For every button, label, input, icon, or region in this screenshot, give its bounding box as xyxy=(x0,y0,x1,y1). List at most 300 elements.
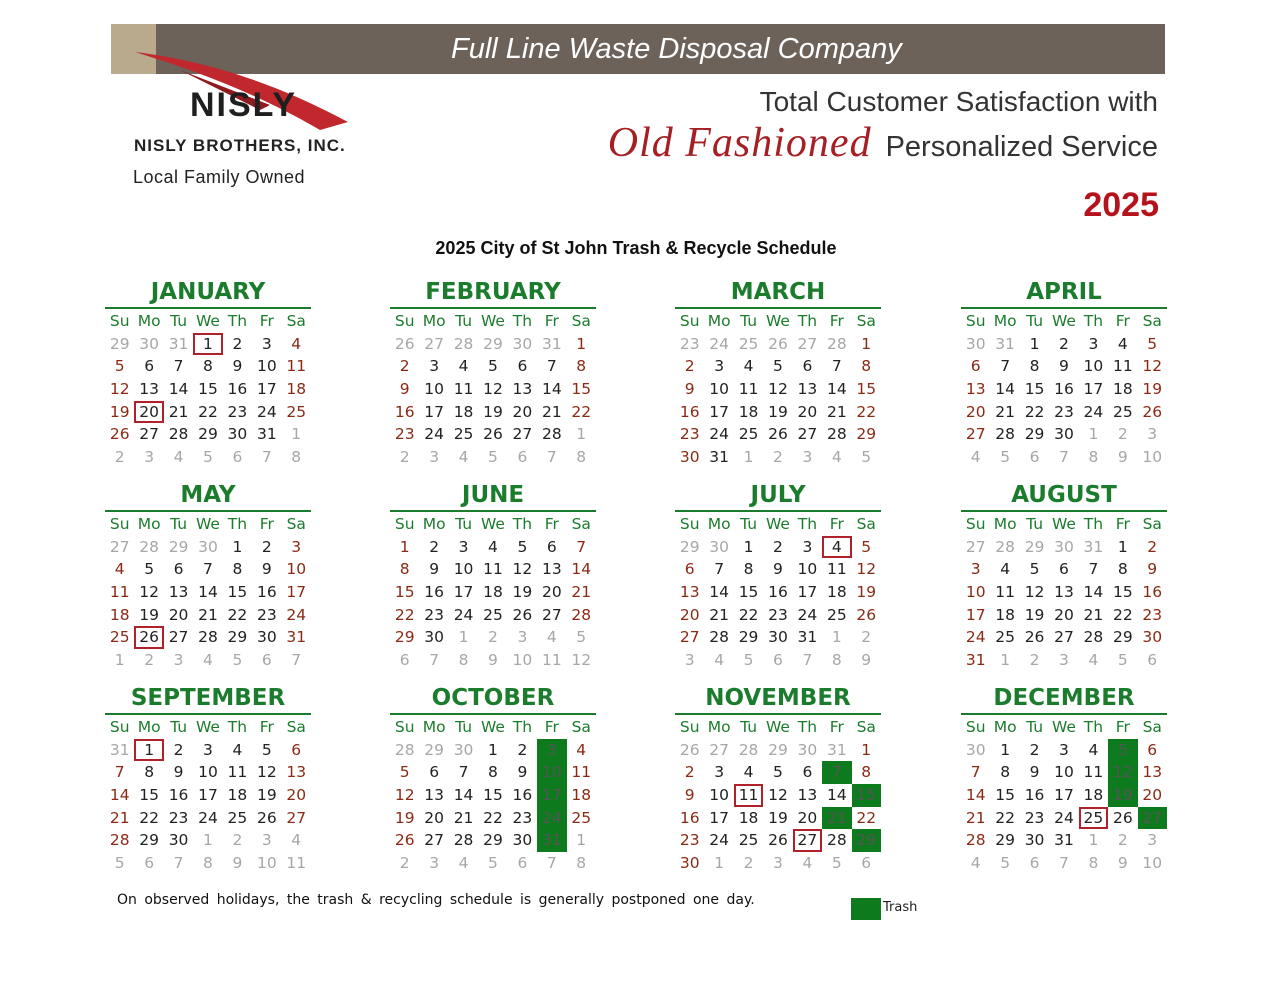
next-month-day: 6 xyxy=(517,854,528,873)
day-cell: 21 xyxy=(541,402,562,421)
day-cell: 21 xyxy=(995,402,1015,421)
day-cell: 20 xyxy=(679,605,700,624)
day-cell: 5 xyxy=(488,357,498,376)
day-cell: 25 xyxy=(227,808,248,827)
day-cell: 14 xyxy=(826,786,847,805)
day-cell: 22 xyxy=(738,605,759,624)
day-cell: 30 xyxy=(424,628,444,647)
next-month-day: 9 xyxy=(488,651,498,670)
next-month-day: 8 xyxy=(576,448,587,467)
next-month-day: 5 xyxy=(576,628,587,647)
day-cell: 28 xyxy=(1083,628,1104,647)
company-logo xyxy=(120,50,380,200)
next-month-day: 11 xyxy=(541,651,562,670)
day-cell: 12 xyxy=(768,786,788,805)
weekday-header: Fr xyxy=(829,312,844,330)
day-cell: 7 xyxy=(203,560,213,579)
day-cell: 21 xyxy=(571,583,592,602)
weekday-header: Fr xyxy=(1115,312,1130,330)
day-cell: 5 xyxy=(261,740,272,759)
day-cell: 22 xyxy=(995,808,1015,827)
day-cell: 8 xyxy=(861,763,872,782)
day-cell: 6 xyxy=(1059,560,1069,579)
day-cell: 2 xyxy=(261,537,272,556)
day-cell: 15 xyxy=(198,380,218,399)
day-cell: 6 xyxy=(802,357,813,376)
next-month-day: 7 xyxy=(546,448,557,467)
month-december xyxy=(961,683,1167,875)
day-cell: 24 xyxy=(709,425,729,444)
day-cell: 25 xyxy=(1112,402,1133,421)
next-month-day: 10 xyxy=(256,854,277,873)
day-cell: 30 xyxy=(1142,628,1163,647)
weekday-header: Mo xyxy=(422,312,446,330)
weekday-header: We xyxy=(480,515,505,533)
day-cell: 8 xyxy=(232,560,243,579)
day-cell: 10 xyxy=(797,560,818,579)
day-cell: 8 xyxy=(861,357,872,376)
trash-day-cell: 10 xyxy=(537,761,566,784)
day-cell: 15 xyxy=(738,583,759,602)
day-cell: 17 xyxy=(256,380,277,399)
day-cell: 20 xyxy=(286,786,307,805)
day-cell: 14 xyxy=(995,380,1015,399)
day-cell: 10 xyxy=(198,763,218,782)
weekday-header: Tu xyxy=(1026,312,1044,330)
next-month-day: 7 xyxy=(802,651,813,670)
prev-month-day: 27 xyxy=(797,334,818,353)
next-month-day: 2 xyxy=(488,628,498,647)
weekday-header: Mo xyxy=(137,312,161,330)
day-cell: 11 xyxy=(286,357,307,376)
day-cell: 24 xyxy=(1054,808,1074,827)
weekday-header: Fr xyxy=(1115,718,1130,736)
day-cell: 22 xyxy=(571,402,592,421)
day-cell: 2 xyxy=(1029,740,1040,759)
day-cell: 13 xyxy=(424,786,444,805)
day-cell: 5 xyxy=(517,537,528,556)
day-cell: 9 xyxy=(173,763,184,782)
next-month-day: 4 xyxy=(802,854,813,873)
prev-month-day: 27 xyxy=(709,740,729,759)
next-month-day: 5 xyxy=(831,854,842,873)
day-cell: 26 xyxy=(1112,808,1133,827)
day-cell: 23 xyxy=(1142,605,1163,624)
next-month-day: 6 xyxy=(773,651,783,670)
day-cell: 28 xyxy=(541,425,562,444)
weekday-header: Th xyxy=(512,718,533,736)
day-cell: 9 xyxy=(1029,763,1040,782)
next-month-day: 6 xyxy=(232,448,243,467)
holiday-day-cell: 26 xyxy=(134,626,163,649)
weekday-header: Mo xyxy=(707,718,731,736)
holiday-day-cell: 20 xyxy=(134,401,163,424)
day-cell: 13 xyxy=(512,380,533,399)
day-cell: 20 xyxy=(1142,786,1163,805)
day-cell: 22 xyxy=(227,605,248,624)
weekday-header: Mo xyxy=(707,312,731,330)
weekday-header: Th xyxy=(797,312,818,330)
prev-month-day: 31 xyxy=(826,740,847,759)
day-cell: 18 xyxy=(453,402,474,421)
day-cell: 9 xyxy=(684,380,695,399)
weekday-header: We xyxy=(1051,515,1076,533)
day-cell: 21 xyxy=(826,402,847,421)
weekday-header: Sa xyxy=(1142,718,1162,736)
day-cell: 7 xyxy=(970,763,981,782)
next-month-day: 3 xyxy=(173,651,184,670)
weekday-header: Su xyxy=(965,312,986,330)
day-cell: 4 xyxy=(488,537,498,556)
weekday-header: Tu xyxy=(740,718,758,736)
day-cell: 25 xyxy=(109,628,130,647)
month-days xyxy=(105,513,311,672)
day-cell: 3 xyxy=(261,334,272,353)
next-month-day: 6 xyxy=(399,651,410,670)
day-cell: 28 xyxy=(571,605,592,624)
trash-day-cell: 19 xyxy=(1108,784,1137,807)
day-cell: 7 xyxy=(576,537,587,556)
day-cell: 14 xyxy=(198,583,218,602)
day-cell: 8 xyxy=(488,763,498,782)
day-cell: 28 xyxy=(109,831,130,850)
day-cell: 11 xyxy=(995,583,1015,602)
day-cell: 2 xyxy=(684,357,695,376)
next-month-day: 8 xyxy=(291,448,302,467)
next-month-day: 3 xyxy=(429,854,440,873)
next-month-day: 6 xyxy=(517,448,528,467)
weekday-header: Sa xyxy=(856,312,876,330)
month-days xyxy=(390,513,596,672)
day-cell: 7 xyxy=(173,357,184,376)
prev-month-day: 28 xyxy=(995,537,1015,556)
next-month-day: 8 xyxy=(458,651,469,670)
day-cell: 15 xyxy=(394,583,415,602)
day-cell: 14 xyxy=(541,380,562,399)
month-february xyxy=(390,277,596,469)
weekday-header: Th xyxy=(1083,515,1104,533)
next-month-day: 9 xyxy=(1117,854,1128,873)
next-month-day: 2 xyxy=(399,448,410,467)
day-cell: 16 xyxy=(679,808,700,827)
weekday-header: We xyxy=(765,515,790,533)
day-cell: 19 xyxy=(256,786,277,805)
month-july xyxy=(675,480,881,672)
next-month-day: 2 xyxy=(114,448,125,467)
next-month-day: 8 xyxy=(831,651,842,670)
month-january xyxy=(105,277,311,469)
day-cell: 6 xyxy=(517,357,528,376)
day-cell: 4 xyxy=(114,560,125,579)
weekday-header: Fr xyxy=(259,718,274,736)
next-month-day: 6 xyxy=(1029,448,1040,467)
day-cell: 28 xyxy=(995,425,1015,444)
day-cell: 26 xyxy=(1142,402,1163,421)
weekday-header: Tu xyxy=(455,515,473,533)
prev-month-day: 31 xyxy=(541,334,562,353)
day-cell: 12 xyxy=(109,380,130,399)
weekday-header: Sa xyxy=(571,515,591,533)
day-cell: 17 xyxy=(424,402,444,421)
logo-wordmark: NISLY xyxy=(190,86,298,124)
day-cell: 23 xyxy=(512,808,533,827)
day-cell: 28 xyxy=(965,831,986,850)
day-cell: 16 xyxy=(394,402,415,421)
day-cell: 4 xyxy=(458,357,469,376)
month-name: JULY xyxy=(675,480,881,512)
legend-trash-swatch xyxy=(851,898,881,920)
weekday-header: Su xyxy=(394,718,415,736)
next-month-day: 2 xyxy=(861,628,872,647)
next-month-day: 3 xyxy=(773,854,783,873)
weekday-header: Mo xyxy=(422,718,446,736)
weekday-header: We xyxy=(1051,718,1076,736)
next-month-day: 8 xyxy=(576,854,587,873)
weekday-header: Fr xyxy=(544,312,559,330)
next-month-day: 6 xyxy=(1029,854,1040,873)
trash-day-cell: 29 xyxy=(852,829,881,852)
day-cell: 4 xyxy=(232,740,243,759)
day-cell: 27 xyxy=(679,628,700,647)
day-cell: 10 xyxy=(1083,357,1104,376)
next-month-day: 2 xyxy=(144,651,155,670)
day-cell: 23 xyxy=(1024,808,1045,827)
next-month-day: 9 xyxy=(232,854,243,873)
day-cell: 14 xyxy=(453,786,474,805)
day-cell: 19 xyxy=(768,808,788,827)
day-cell: 29 xyxy=(139,831,159,850)
month-days xyxy=(390,310,596,469)
day-cell: 21 xyxy=(453,808,474,827)
day-cell: 13 xyxy=(168,583,189,602)
day-cell: 18 xyxy=(286,380,307,399)
day-cell: 9 xyxy=(429,560,440,579)
weekday-header: Su xyxy=(109,312,130,330)
day-cell: 3 xyxy=(714,357,725,376)
weekday-header: We xyxy=(195,312,220,330)
next-month-day: 5 xyxy=(114,854,125,873)
day-cell: 8 xyxy=(576,357,587,376)
day-cell: 1 xyxy=(576,334,587,353)
weekday-header: Fr xyxy=(829,515,844,533)
weekday-header: Tu xyxy=(740,515,758,533)
weekday-header: Sa xyxy=(286,312,306,330)
day-cell: 26 xyxy=(483,425,503,444)
day-cell: 19 xyxy=(139,605,159,624)
next-month-day: 1 xyxy=(743,448,754,467)
next-month-day: 1 xyxy=(458,628,469,647)
day-cell: 31 xyxy=(1054,831,1074,850)
next-month-day: 5 xyxy=(203,448,213,467)
day-cell: 18 xyxy=(738,402,759,421)
prev-month-day: 29 xyxy=(483,334,503,353)
day-cell: 9 xyxy=(1147,560,1158,579)
day-cell: 14 xyxy=(965,786,986,805)
next-month-day: 4 xyxy=(458,854,469,873)
day-cell: 3 xyxy=(970,560,981,579)
weekday-header: Tu xyxy=(170,312,188,330)
month-days xyxy=(105,310,311,469)
month-name: OCTOBER xyxy=(390,683,596,715)
prev-month-day: 30 xyxy=(1054,537,1074,556)
next-month-day: 3 xyxy=(429,448,440,467)
day-cell: 26 xyxy=(256,808,277,827)
weekday-header: Sa xyxy=(856,718,876,736)
prev-month-day: 30 xyxy=(797,740,818,759)
day-cell: 7 xyxy=(114,763,125,782)
day-cell: 30 xyxy=(1024,831,1045,850)
day-cell: 30 xyxy=(256,628,277,647)
day-cell: 18 xyxy=(826,583,847,602)
weekday-header: Th xyxy=(1083,718,1104,736)
month-november xyxy=(675,683,881,875)
day-cell: 30 xyxy=(512,831,533,850)
day-cell: 21 xyxy=(198,605,218,624)
next-month-day: 2 xyxy=(773,448,783,467)
next-month-day: 1 xyxy=(576,425,587,444)
weekday-header: Th xyxy=(227,718,248,736)
day-cell: 22 xyxy=(1112,605,1133,624)
day-cell: 3 xyxy=(802,537,813,556)
day-cell: 8 xyxy=(144,763,155,782)
next-month-day: 5 xyxy=(1000,448,1011,467)
month-days xyxy=(390,716,596,875)
day-cell: 10 xyxy=(453,560,474,579)
day-cell: 6 xyxy=(546,537,557,556)
day-cell: 6 xyxy=(429,763,440,782)
day-cell: 29 xyxy=(1112,628,1133,647)
old-fashioned-script: Old Fashioned xyxy=(607,120,872,166)
weekday-header: Su xyxy=(679,515,700,533)
prev-month-day: 26 xyxy=(768,334,788,353)
day-cell: 14 xyxy=(709,583,729,602)
day-cell: 2 xyxy=(1059,334,1069,353)
day-cell: 24 xyxy=(965,628,986,647)
day-cell: 1 xyxy=(1117,537,1128,556)
next-month-day: 4 xyxy=(831,448,842,467)
day-cell: 10 xyxy=(424,380,444,399)
weekday-header: Su xyxy=(394,312,415,330)
day-cell: 23 xyxy=(256,605,277,624)
prev-month-day: 26 xyxy=(394,334,415,353)
weekday-header: Su xyxy=(109,515,130,533)
month-name: DECEMBER xyxy=(961,683,1167,715)
prev-month-day: 27 xyxy=(109,537,130,556)
next-month-day: 10 xyxy=(512,651,533,670)
month-name: MAY xyxy=(105,480,311,512)
day-cell: 17 xyxy=(453,583,474,602)
day-cell: 20 xyxy=(424,808,444,827)
weekday-header: Th xyxy=(227,515,248,533)
weekday-header: Su xyxy=(965,515,986,533)
day-cell: 13 xyxy=(1142,763,1163,782)
day-cell: 10 xyxy=(1054,763,1074,782)
day-cell: 15 xyxy=(483,786,503,805)
day-cell: 9 xyxy=(773,560,783,579)
weekday-header: Mo xyxy=(422,515,446,533)
personalized-service: Personalized Service xyxy=(885,131,1158,163)
day-cell: 20 xyxy=(965,402,986,421)
day-cell: 24 xyxy=(453,605,474,624)
day-cell: 1 xyxy=(1029,334,1040,353)
holiday-day-cell: 1 xyxy=(193,333,222,356)
weekday-header: We xyxy=(1051,312,1076,330)
day-cell: 20 xyxy=(1054,605,1074,624)
day-cell: 2 xyxy=(173,740,184,759)
day-cell: 14 xyxy=(571,560,592,579)
day-cell: 25 xyxy=(995,628,1015,647)
day-cell: 24 xyxy=(256,402,277,421)
day-cell: 12 xyxy=(512,560,533,579)
day-cell: 5 xyxy=(861,537,872,556)
month-days xyxy=(675,310,881,469)
prev-month-day: 28 xyxy=(826,334,847,353)
day-cell: 29 xyxy=(1024,425,1045,444)
day-cell: 26 xyxy=(856,605,877,624)
day-cell: 26 xyxy=(394,831,415,850)
day-cell: 25 xyxy=(453,425,474,444)
day-cell: 28 xyxy=(826,831,847,850)
next-month-day: 3 xyxy=(261,831,272,850)
day-cell: 4 xyxy=(1088,740,1099,759)
next-month-day: 5 xyxy=(1117,651,1128,670)
day-cell: 13 xyxy=(1054,583,1074,602)
day-cell: 20 xyxy=(541,583,562,602)
trash-day-cell: 7 xyxy=(822,761,851,784)
month-name: SEPTEMBER xyxy=(105,683,311,715)
weekday-header: Su xyxy=(965,718,986,736)
day-cell: 23 xyxy=(168,808,189,827)
trash-day-cell: 12 xyxy=(1108,761,1137,784)
day-cell: 16 xyxy=(168,786,189,805)
weekday-header: Sa xyxy=(856,515,876,533)
day-cell: 2 xyxy=(1147,537,1158,556)
day-cell: 2 xyxy=(773,537,783,556)
day-cell: 6 xyxy=(1147,740,1158,759)
weekday-header: Sa xyxy=(1142,312,1162,330)
day-cell: 8 xyxy=(1000,763,1011,782)
day-cell: 18 xyxy=(1083,786,1104,805)
next-month-day: 6 xyxy=(861,854,872,873)
weekday-header: Tu xyxy=(170,515,188,533)
month-name: JANUARY xyxy=(105,277,311,309)
next-month-day: 1 xyxy=(1000,651,1011,670)
next-month-day: 4 xyxy=(1088,651,1099,670)
weekday-header: Sa xyxy=(286,515,306,533)
day-cell: 13 xyxy=(139,380,159,399)
banner-title: Full Line Waste Disposal Company xyxy=(451,33,902,65)
day-cell: 7 xyxy=(546,357,557,376)
weekday-header: Sa xyxy=(571,312,591,330)
prev-month-day: 31 xyxy=(995,334,1015,353)
day-cell: 15 xyxy=(1024,380,1045,399)
next-month-day: 6 xyxy=(1147,651,1158,670)
month-name: MARCH xyxy=(675,277,881,309)
holiday-day-cell: 27 xyxy=(793,829,822,852)
day-cell: 3 xyxy=(291,537,302,556)
day-cell: 16 xyxy=(227,380,248,399)
day-cell: 13 xyxy=(797,380,818,399)
day-cell: 15 xyxy=(139,786,159,805)
day-cell: 11 xyxy=(1112,357,1133,376)
day-cell: 13 xyxy=(286,763,307,782)
month-name: NOVEMBER xyxy=(675,683,881,715)
day-cell: 22 xyxy=(1024,402,1045,421)
day-cell: 15 xyxy=(571,380,592,399)
day-cell: 4 xyxy=(1117,334,1128,353)
day-cell: 8 xyxy=(1029,357,1040,376)
day-cell: 27 xyxy=(286,808,307,827)
